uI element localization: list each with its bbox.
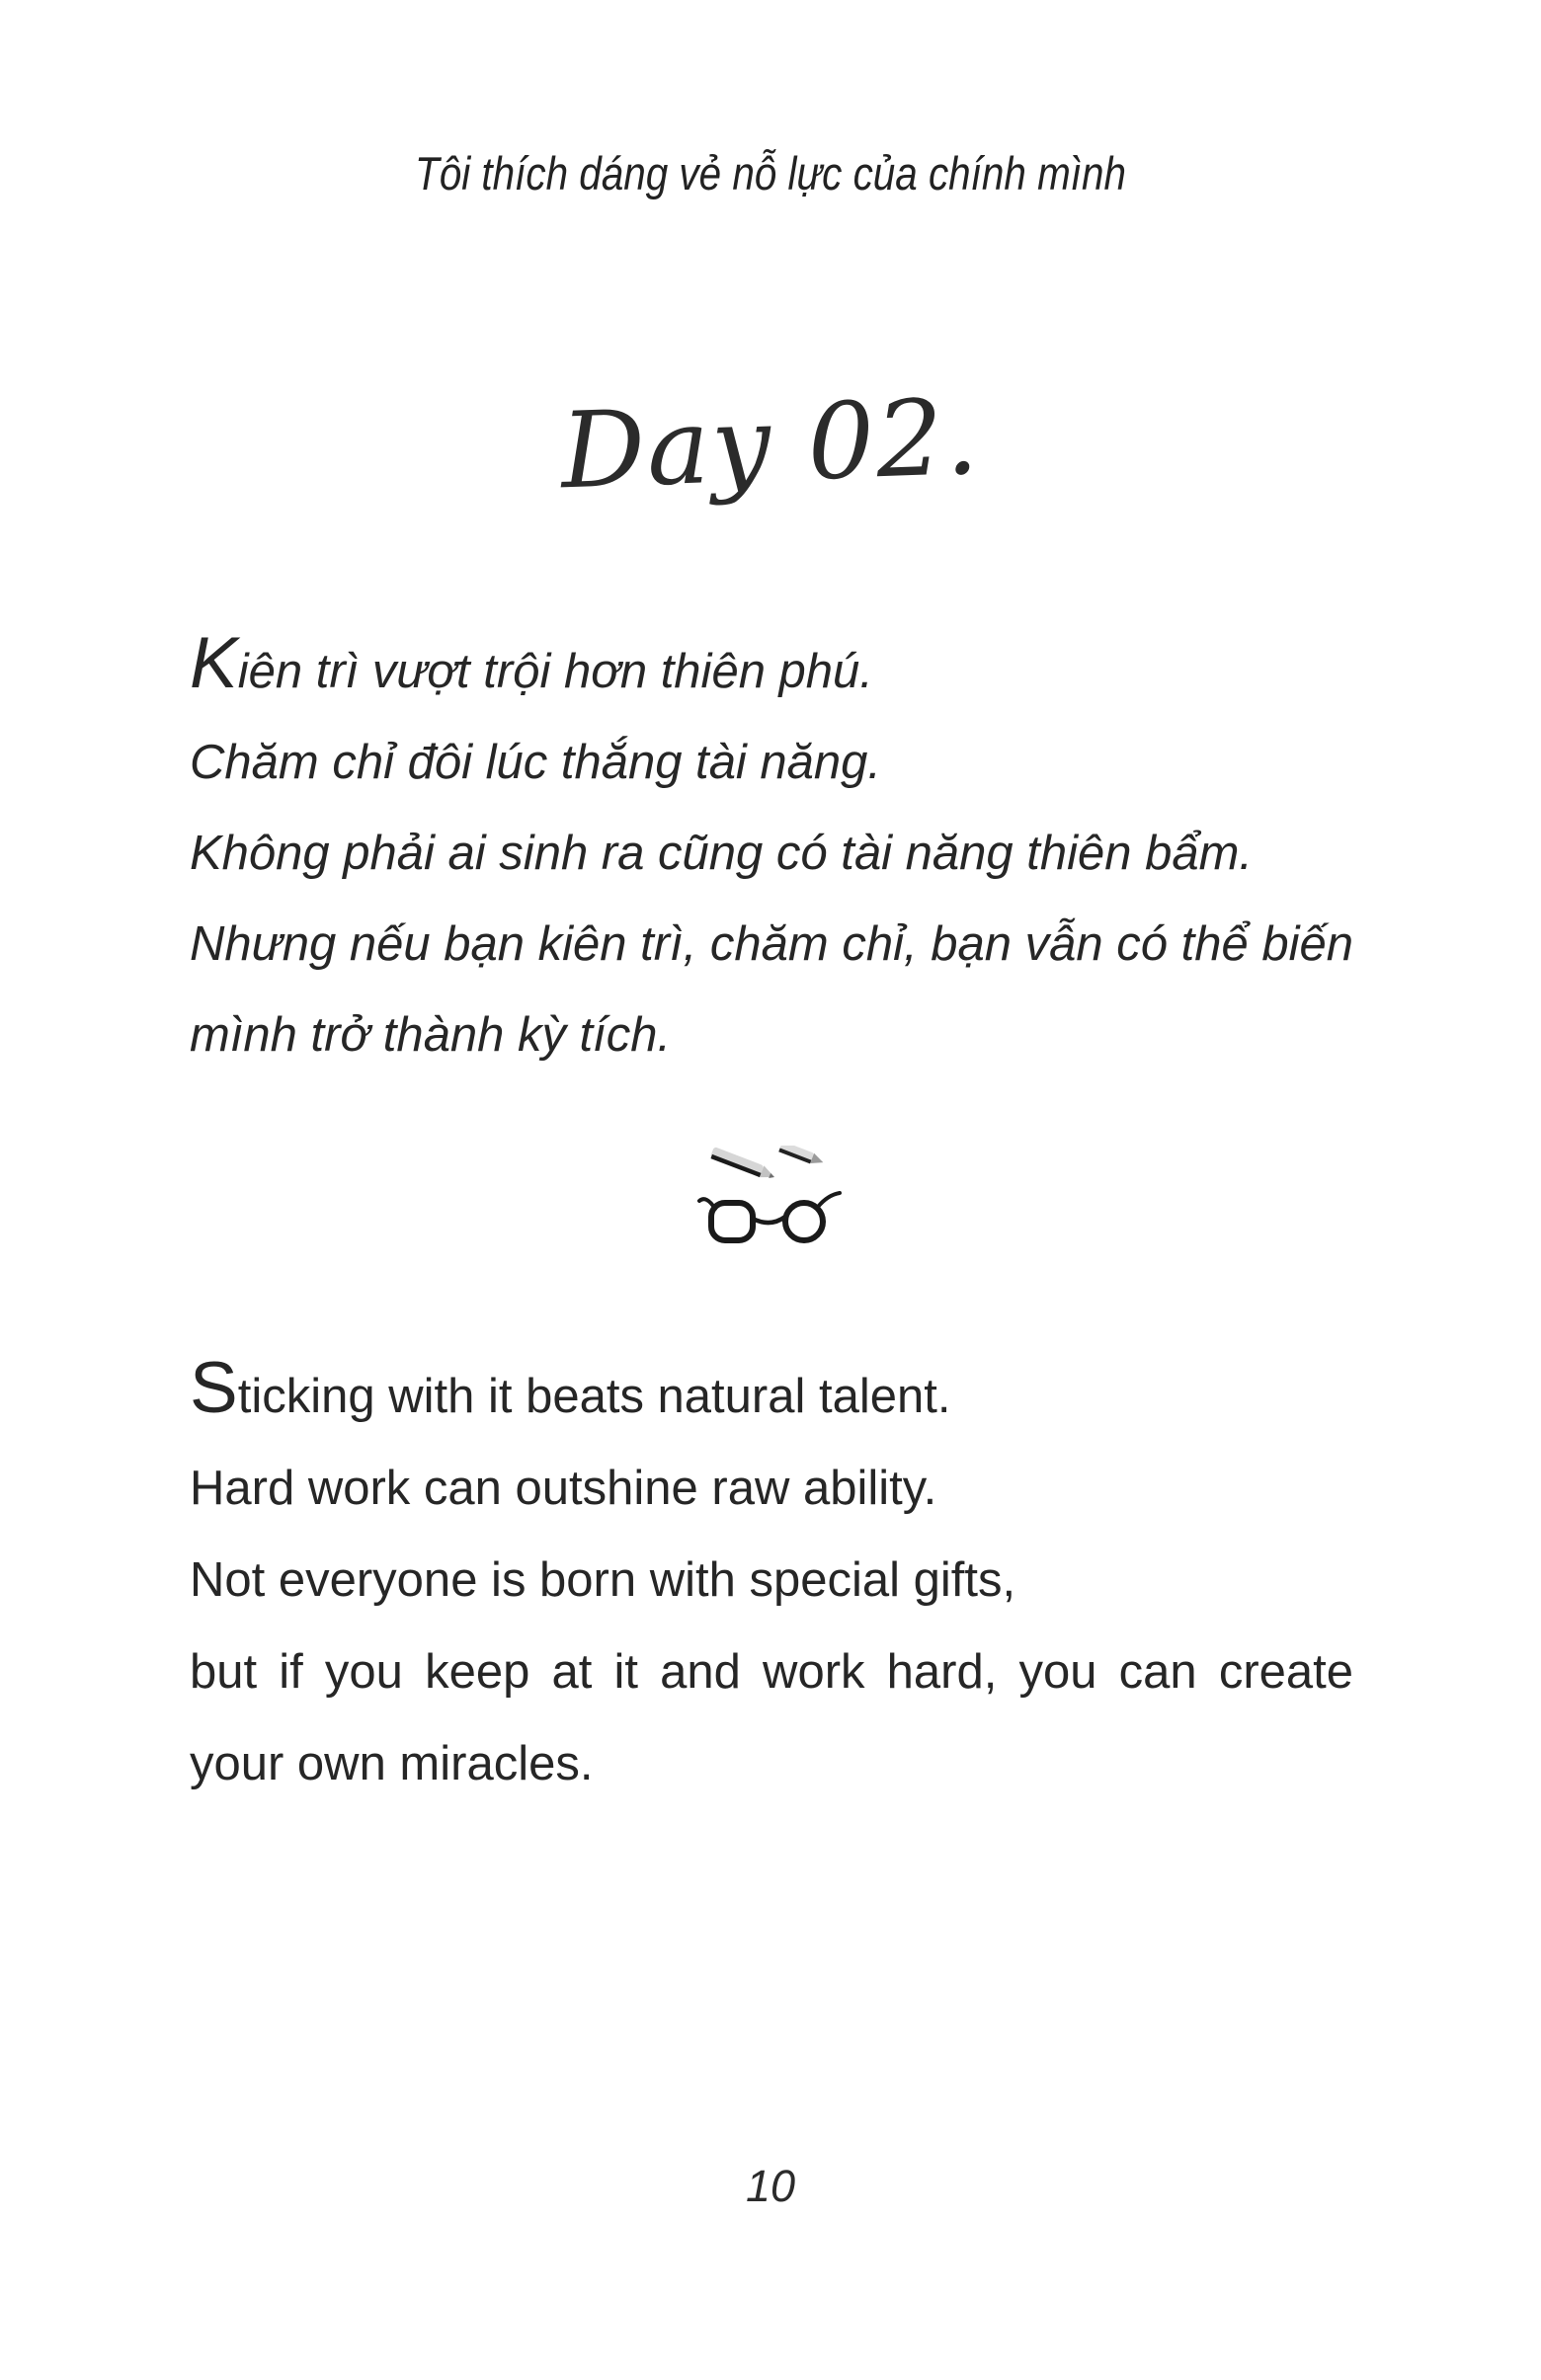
english-line-1 [190, 1348, 1353, 1443]
glasses-icon [699, 1193, 840, 1240]
english-dropcap: S [190, 1348, 238, 1428]
glasses-and-pencils-icon [691, 1146, 850, 1244]
vietnamese-line-1 [190, 623, 1353, 717]
section-divider [0, 1146, 1541, 1249]
vietnamese-quote-block [190, 623, 1353, 1080]
english-line-4: but if you keep at it and work hard, you can create your own miracles. [190, 1645, 1353, 1790]
pencil-icon [710, 1147, 777, 1182]
running-header: Tôi thích dáng vẻ nỗ lực của chính mình [415, 147, 1126, 199]
pencil-icon [778, 1146, 825, 1168]
vietnamese-line-3: Không phải ai sinh ra cũng có tài năng thiên bẩm. [190, 827, 1254, 880]
day-title: Day 02. [558, 375, 983, 513]
english-line-1-text: ticking with it beats natural talent. [237, 1370, 951, 1423]
english-quote-block [190, 1348, 1353, 1810]
vietnamese-dropcap: K [190, 623, 238, 703]
page-number: 10 [745, 2161, 796, 2211]
vietnamese-line-2: Chăm chỉ đôi lúc thắng tài năng. [190, 736, 882, 789]
vietnamese-line-4: Nhưng nếu bạn kiên trì, chăm chỉ, bạn vẫn có thể biến mình trở thành kỳ tích. [190, 917, 1353, 1062]
vietnamese-line-1-text: iên trì vượt trội hơn thiên phú. [237, 645, 873, 698]
english-line-2: Hard work can outshine raw ability. [190, 1462, 937, 1515]
english-line-3: Not everyone is born with special gifts, [190, 1553, 1016, 1607]
